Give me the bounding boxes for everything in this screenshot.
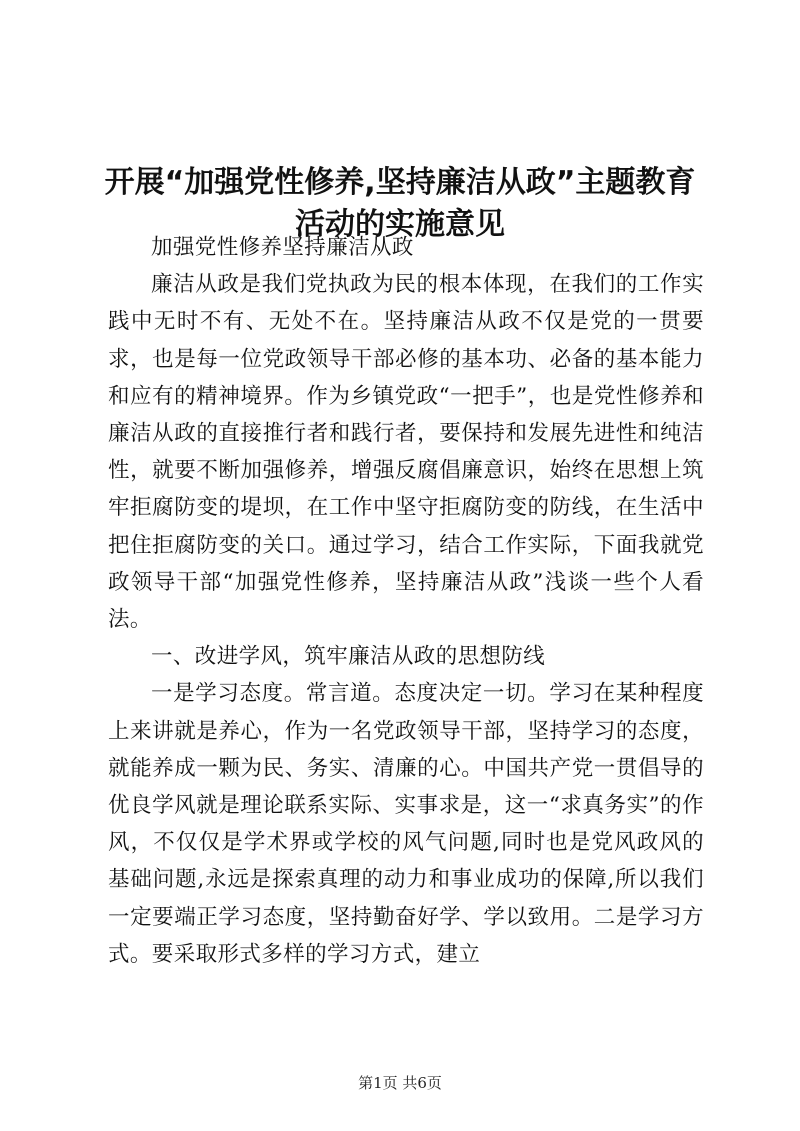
page-footer: 第1页 共6页: [358, 1074, 442, 1092]
section-heading-1: 一、改进学风，筑牢廉洁从政的思想防线: [151, 644, 546, 670]
paragraph-intro: 廉洁从政是我们党执政为民的根本体现，在我们的工作实践中无时不有、无处不在。坚持廉洁从政不仅是党的一贯要求，也是每一位党政领导干部必修的基本功、必备的基本能力和应有的精神境界。作为乡镇党政“一把手”，也是党性修养和廉洁从政的直接推行者和践行者，要保持和发展先进性和纯洁性，就要不断加强修养，增强反腐倡廉意识，始终在思想上筑牢拒腐防变的堤坝，在工作中坚守拒腐防变的防线，在生活中把住拒腐防变的关口。通过学习，结合工作实际，下面我就党政领导干部“加强党性修养，坚持廉洁从政”浅谈一些个人看法。: [108, 272, 704, 633]
paragraph-subtitle: 加强党性修养坚持廉洁从政: [151, 235, 414, 260]
paragraph-learning: 一是学习态度。常言道。态度决定一切。学习在某种程度上来讲就是养心，作为一名党政领导干部，坚持学习的态度，就能养成一颗为民、务实、清廉的心。中国共产党一贯倡导的优良学风就是理论联系实际、实事求是，这一“求真务实”的作风，不仅仅是学术界或学校的风气问题,同时也是党风政风的基础问题,永远是探索真理的动力和事业成功的保障,所以我们一定要端正学习态度，坚持勤奋好学、学以致用。二是学习方式。要采取形式多样的学习方式，建立: [108, 681, 704, 967]
document-body: [108, 229, 704, 973]
document-title: 开展“加强党性修养,坚持廉洁从政”主题教育活动的实施意见: [104, 165, 696, 243]
